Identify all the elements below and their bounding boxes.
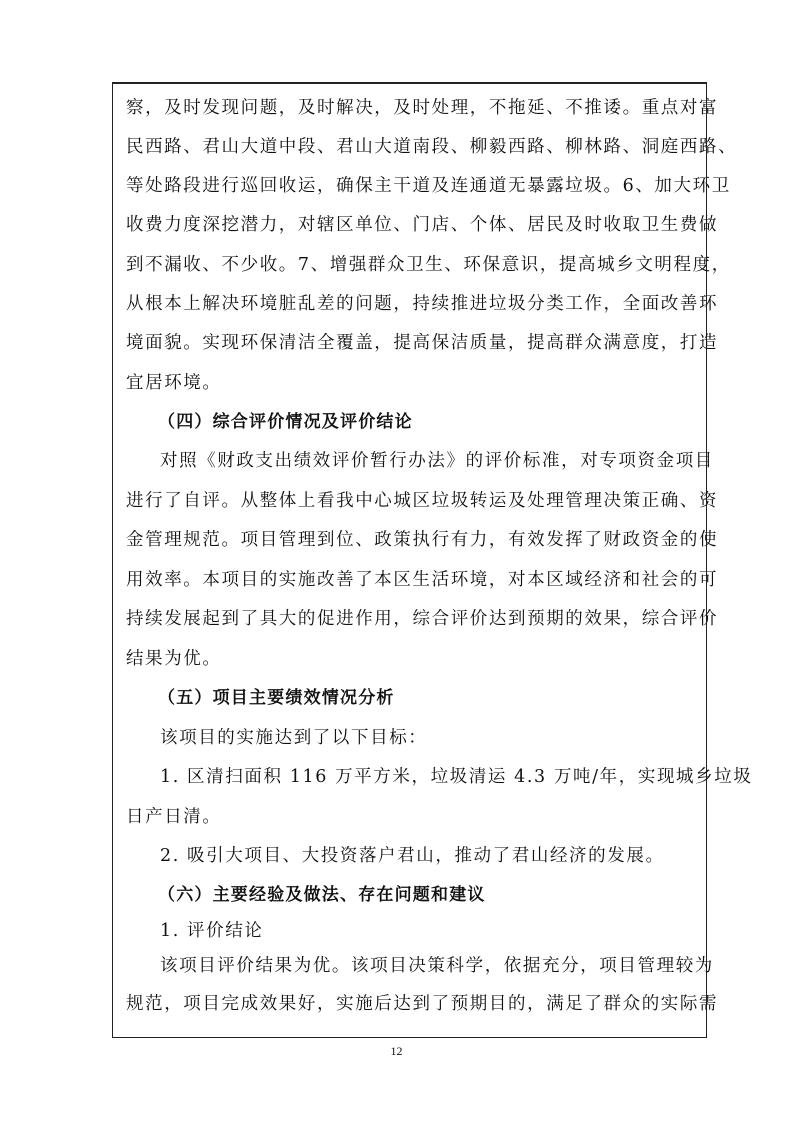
text-line: 宜居环境。 [126,373,222,393]
text-line: 收费力度深挖潜力，对辖区单位、门店、个体、居民及时收取卫生费做 [126,215,719,235]
text-line: 日产日清。 [126,807,222,827]
section-heading: （五）项目主要绩效情况分析 [158,688,395,708]
text-line: 到不漏收、不少收。7、增强群众卫生、环保意识，提高城乡文明程度， [126,255,731,275]
section-heading: （六）主要经验及做法、存在问题和建议 [158,885,486,905]
text-line: 结果为优。 [126,649,222,669]
text-line: 察，及时发现问题，及时解决，及时处理，不拖延、不推诿。重点对富 [126,98,719,118]
text-line: 境面貌。实现环保清洁全覆盖，提高保洁质量，提高群众满意度，打造 [126,333,719,353]
text-line: 从根本上解决环境脏乱差的问题，持续推进垃圾分类工作，全面改善环 [126,294,719,314]
text-line: 该项目的实施达到了以下目标： [160,728,428,748]
text-line: 对照《财政支出绩效评价暂行办法》的评价标准，对专项资金项目 [160,451,714,471]
text-line: 用效率。本项目的实施改善了本区生活环境，对本区域经济和社会的可 [126,570,719,590]
text-line: 进行了自评。从整体上看我中心城区垃圾转运及处理管理决策正确、资 [126,491,719,511]
text-line: 规范，项目完成效果好，实施后达到了预期目的，满足了群众的实际需 [126,994,719,1014]
text-line: 持续发展起到了具大的促进作用，综合评价达到预期的效果，综合评价 [126,609,719,629]
text-line: 该项目评价结果为优。该项目决策科学，依据充分，项目管理较为 [160,956,714,976]
text-line: 2. 吸引大项目、大投资落户君山，推动了君山经济的发展。 [160,846,665,866]
text-line: 1. 区清扫面积 116 万平方米，垃圾清运 4.3 万吨/年，实现城乡垃圾 [160,767,753,787]
page-number: 12 [390,1044,403,1058]
section-heading: （四）综合评价情况及评价结论 [158,412,413,432]
text-line: 1. 评价结论 [160,921,264,941]
text-line: 民西路、君山大道中段、君山大道南段、柳毅西路、柳林路、洞庭西路、 [126,137,738,157]
text-line: 等处路段进行巡回收运，确保主干道及连通道无暴露垃圾。6、加大环卫 [126,176,731,196]
text-line: 金管理规范。项目管理到位、政策执行有力，有效发挥了财政资金的使 [126,530,719,550]
